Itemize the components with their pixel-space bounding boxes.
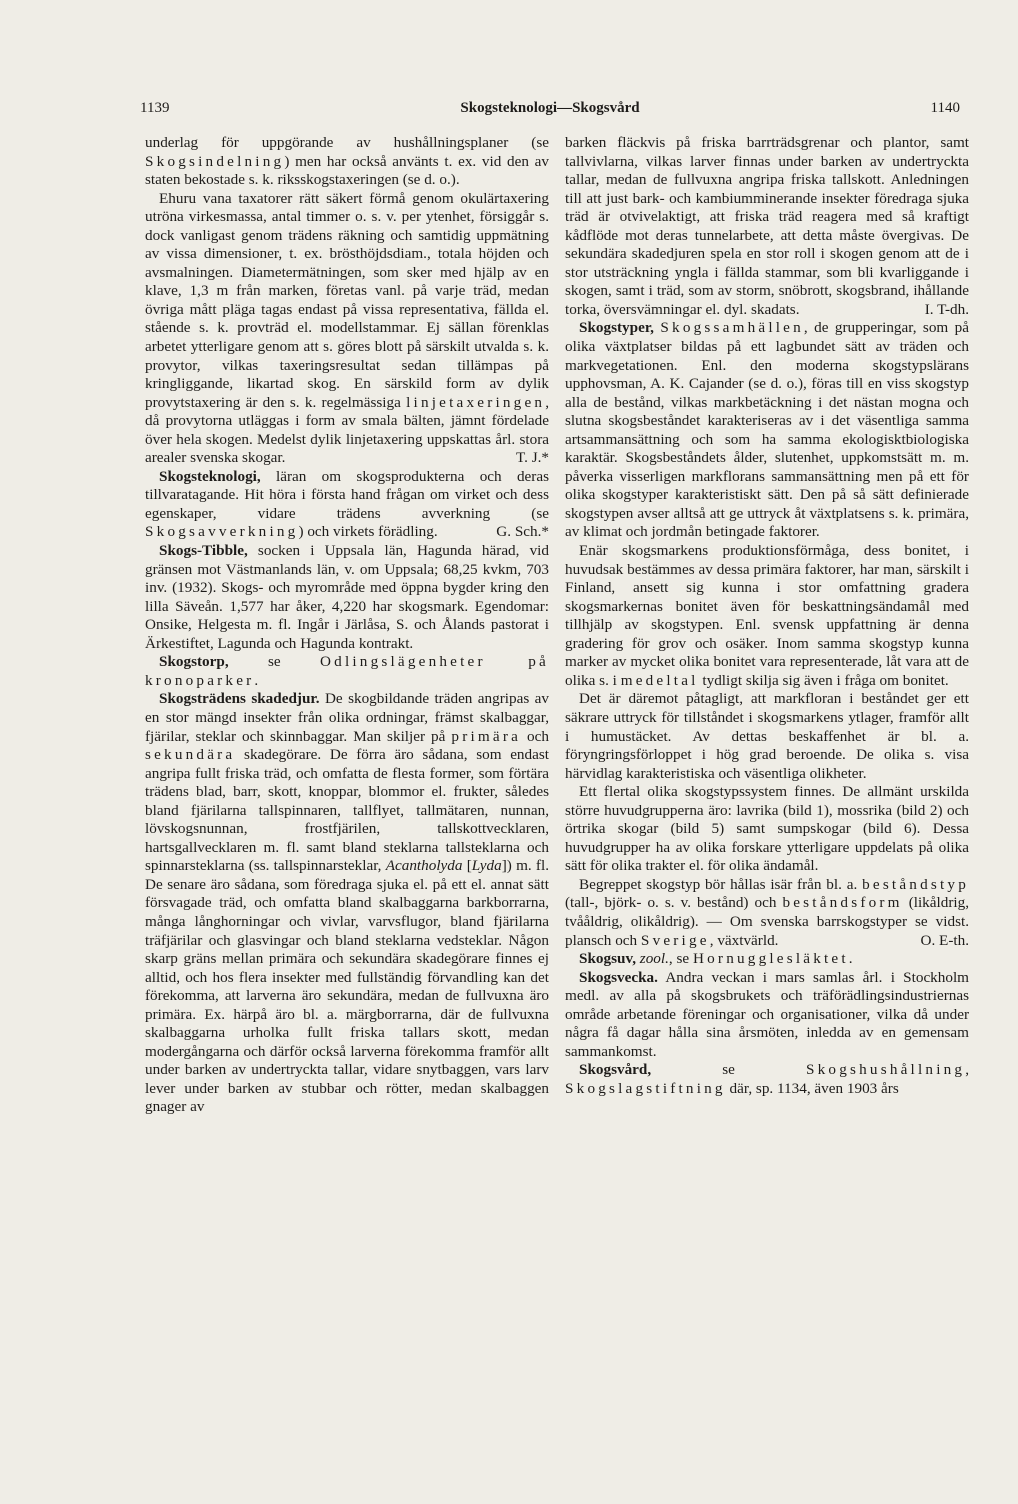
author-signature: T. J.* <box>515 449 549 467</box>
text: se <box>651 1061 806 1079</box>
paragraph <box>565 876 969 950</box>
emphasis: beståndsform <box>782 894 903 912</box>
cross-reference: Skogshushållning <box>805 1061 966 1079</box>
text: ]) m. fl. De senare äro sådana, som föredraga sjuka el. på ett el. annat sätt försvagade träd, och omfatta bland skalbaggarna barkborrarna, många långhorningar och vivlar, varvsflugor, bland fjärilarna träfjärilar och glasvingar och bland steklarna vedsteklar. Någon skarp gräns mellan primära och sekundära skadegörare finnes ej alltid, och hos flera insekter med fullständig förvandling kan det förekomma, att larverna äro sekundära, medan de fullvuxna äro primära. Ex. härpå äro bl. a. märgborrarna, där de fullvuxna skalbaggarna urholka fullt friska tallars skott, medan modergångarna och därför också larverna förekomma framför allt under barken av undertryckta tallar, vidare snytbaggen, vars larv lever under barken av stubbar och rötter, medan skalbaggen gnager av <box>145 857 549 1116</box>
entry-skogstradens-skadedjur <box>145 690 549 1117</box>
paragraph: Ett flertal olika skogstypssystem finnes. De allmänt urskilda större huvudgrupperna äro: lavrika (bild 1), mossrika (bild 2) och örtrika skogar (bild 5) samt sumpskogar (bild 6). Dessa huvudgrupper ha av olika forskare ytterligare uppdelats på olika sätt för olika trakter el. för olika ändamål. <box>565 783 969 875</box>
taxon-name: Acantholyda <box>385 857 463 875</box>
author-signature: I. T-dh. <box>924 300 969 318</box>
text: De skogbildande träden angripas av en stor mängd insekter från olika ordningar, främst skalbaggar, fjärilar, steklar och skinnbaggar. Man skiljer på <box>145 690 549 745</box>
headword: Skogstyper, <box>579 319 654 337</box>
text: Enär skogsmarkens produktionsförmåga, dess bonitet, i huvudsak bestämmes av dessa primära faktorer, har man, särskilt i Finland, ansett sig kunna i stor omfattning gradera skogsmarkernas bonitet även för beskattningsändamål med tillhjälp av skogstypen. Enl. svensk uppfattning är denna gradering för grov och osäker. Inom samma skogstyp kunna marker av mycket olika bonitet vara representerade, låt vara att de olika s. i <box>565 542 969 689</box>
text: Andra veckan i mars samlas årl. i Stockholm medl. av alla på skogsbrukets och träförädlingsindustriernas område arbetande föreningar och organisationer, vilka då under några få dagar hålla sina årsmöten, inledda av en gemensam sammankomst. <box>565 968 969 1060</box>
author-signature: G. Sch.* <box>496 523 549 541</box>
page-header <box>140 100 960 122</box>
emphasis: Skogssamhällen <box>660 319 804 337</box>
headword: Skogsvecka. <box>579 968 658 986</box>
text: tydligt skilja sig även i fråga om bonitet. <box>698 671 949 689</box>
cross-reference: Odlingslägenheter på kronoparker <box>145 653 549 689</box>
entry-skogs-tibble <box>145 542 549 653</box>
page-number-right: 1140 <box>930 100 960 116</box>
text: barken fläckvis på friska barrträdsgrenar och plantor, samt tallvivlarna, vilkas larver finnas under barken av undertryckta tallar, medan de fullvuxna angripa friska tallskott. Anledningen till att just bark- och kambiumminerande insekter föredraga sjuka träd är otvivelaktigt, att friska träd reagera med så kraftigt kådflöde mot deras tunnelarbete, att detta måste övergivas. De sekundära skadedjuren spela en stor roll i skogen genom att de i stor utsträckning yngla i fällda stammar, som bli kvarliggande i skogen, samt i träd, som av storm, snöbrott, skogsbrand, ihållande torka, översvämningar el. dyl. skadats. <box>565 134 969 318</box>
paragraph <box>565 542 969 690</box>
entry-skogsuv <box>565 950 969 969</box>
paragraph <box>565 134 969 319</box>
cross-reference: Hornugglesläktet <box>692 950 849 968</box>
cross-reference: Sverige <box>640 931 710 949</box>
entry-skogsvecka <box>565 969 969 1062</box>
headword: Skogsträdens skadedjur. <box>159 690 320 708</box>
emphasis: primära <box>451 727 522 745</box>
text: , växtvärld. <box>709 931 779 949</box>
text: , se <box>668 950 693 968</box>
headword: Skogsuv, <box>579 950 636 968</box>
text: [ <box>462 857 472 875</box>
cross-reference: Skogslagstiftning <box>565 1079 726 1097</box>
entry-skogsteknologi <box>145 468 549 542</box>
entry-skogstorp <box>145 653 549 690</box>
text: , de grupperingar, som på olika växtplatser bildas på ett lagbundet sätt av träden och markvegetationen. Enl. den moderna skogstypslärans upphovsman, A. K. Cajander (se d. o.), föras till en viss skogstyp alla de bestånd, vilkas markbetäckning i det nästan mogna och slutna skogsbeståndet karakteriseras av i det väsentliga samma artsammansättning och som ha samma ekologisktbiologiska karaktär. Skogsbeståndets ålder, slutenhet, uppkomstsätt m. m. påverka visserligen markflorans sammansättning men på ett för olika skogstyper karakteristiskt sätt. Den på så sätt definierade skogstypen avser alltså att ge uttryck åt växtplatsens s. k. primära, av klimat och jordmån betingade faktorer. <box>565 319 969 541</box>
paragraph: Det är däremot påtagligt, att markfloran i beståndet ger ett säkrare uttryck för tillståndet i skogsmarkens ytlager, framför allt i humustäcket. Av dettas beskaffenhet är bl. a. föryngringsförloppet i hög grad beroende. De olika s. visa härvidlag karakteristiska och väsentliga olikheter. <box>565 690 969 782</box>
running-title: Skogsteknologi—Skogsvård <box>460 100 640 116</box>
entry-skogstyper <box>565 319 969 542</box>
headword: Skogsvård, <box>579 1061 652 1079</box>
entry-skogsvard <box>565 1061 969 1098</box>
text: ) men har också använts t. ex. vid den av staten bekostade s. k. riksskogstaxeringen (se d. o.). <box>145 152 549 189</box>
emphasis: beståndstyp <box>862 875 969 893</box>
text: Begreppet skogstyp bör hållas isär från bl. a. <box>579 875 863 893</box>
paragraph <box>145 190 549 468</box>
paragraph <box>145 134 549 190</box>
left-column <box>145 134 549 1117</box>
text: socken i Uppsala län, Hagunda härad, vid gränsen mot Västmanlands län, v. om Uppsala; 68,25 kvkm, 703 inv. (1932). Skogs- och myrområde med öppna bygder kring den lilla Säveån. 1,577 har åker, 4,220 har skogsmark. Egendomar: Onsike, Helgesta m. fl. Ingår i Järlåsa, S. och Ålands pastorat i Ärkestiftet, Lagunda och Hagunda kontrakt. <box>145 542 549 652</box>
text: där, sp. 1134, även 1903 års <box>725 1079 899 1097</box>
text: underlag för uppgörande av hushållningsplaner (se <box>145 134 549 151</box>
text: ) och virkets förädling. <box>298 523 438 541</box>
field-label: zool. <box>639 950 669 968</box>
page-number-left: 1139 <box>140 100 170 116</box>
right-column <box>565 134 969 1098</box>
headword: Skogsteknologi, <box>159 467 261 485</box>
emphasis: linjetaxeringen <box>406 393 546 411</box>
text: , då provytorna utläggas i form av smala bälten, jämnt fördelade över hela skogen. Medelst dylik linjetaxering uppskattas årl. stora arealer svenska skogar. <box>145 393 549 467</box>
headword: Skogstorp, <box>159 653 229 671</box>
headword: Skogs-Tibble, <box>159 542 248 560</box>
text: se <box>228 653 320 671</box>
text: , <box>965 1061 969 1079</box>
cross-reference: Skogsindelning <box>145 152 285 170</box>
text: (tall-, björk- o. s. v. bestånd) och <box>565 894 783 912</box>
text: (likåldrig, tvååldrig, olikåldrig). — Om svenska barrskogstyper se vidst. plansch och <box>565 894 970 949</box>
text: och <box>521 727 549 745</box>
text: . <box>254 671 259 689</box>
text: Ehuru vana taxatorer rätt säkert förmå genom okulärtaxering utröna virkesmassa, antal timmer o. s. v. per ytenhet, försiggår s. dock vanligast genom trädens räkning och samtidig uppmätning av vissa dimensioner, t. ex. brösthöjdsdiam., totala höjden och avsmalningen. Diametermätningen, som sker med hjälp av en klave, 1,3 m från marken, företas vanl. på varje träd, medan övriga mått pläga tagas endast på vissa representativa, fällda el. stående s. k. provträd el. modellstammar. Ej sällan förenklas arbetet ytterligare genom att s. göres blott på särskilt utvalda s. k. provytor, vilkas taxeringsresultat sedan tillämpas på kringliggande, likartad skog. En särskild form av dylik provytstaxering är den s. k. regelmässiga <box>145 189 549 411</box>
author-signature: O. E-th. <box>920 931 969 949</box>
text: läran om skogsprodukterna och deras tillvaratagande. Hit höra i första hand frågan om virket och dess egenskaper, vidare trädens avverkning (se <box>145 467 549 522</box>
taxon-name: Lyda <box>471 857 502 875</box>
text: . <box>848 950 853 968</box>
cross-reference: Skogsavverkning <box>145 523 299 541</box>
emphasis: sekundära <box>145 746 236 764</box>
emphasis: medeltal <box>620 671 699 689</box>
text: skadegörare. De förra äro sådana, som endast angripa fullt friska träd, och omfatta de flesta former, som förtära trädens blad, barr, skott, knoppar, blommor el. frukter, således bland fjärilarna tallspinnaren, tallflyet, tallmätaren, nunnan, lövskogsnunnan, frostfjärilen, tallskottvecklaren, hartsgallvecklaren m. fl. samt bland steklarna tallsteklarna och spinnarsteklarna (ss. tallspinnarsteklar, <box>145 746 549 875</box>
